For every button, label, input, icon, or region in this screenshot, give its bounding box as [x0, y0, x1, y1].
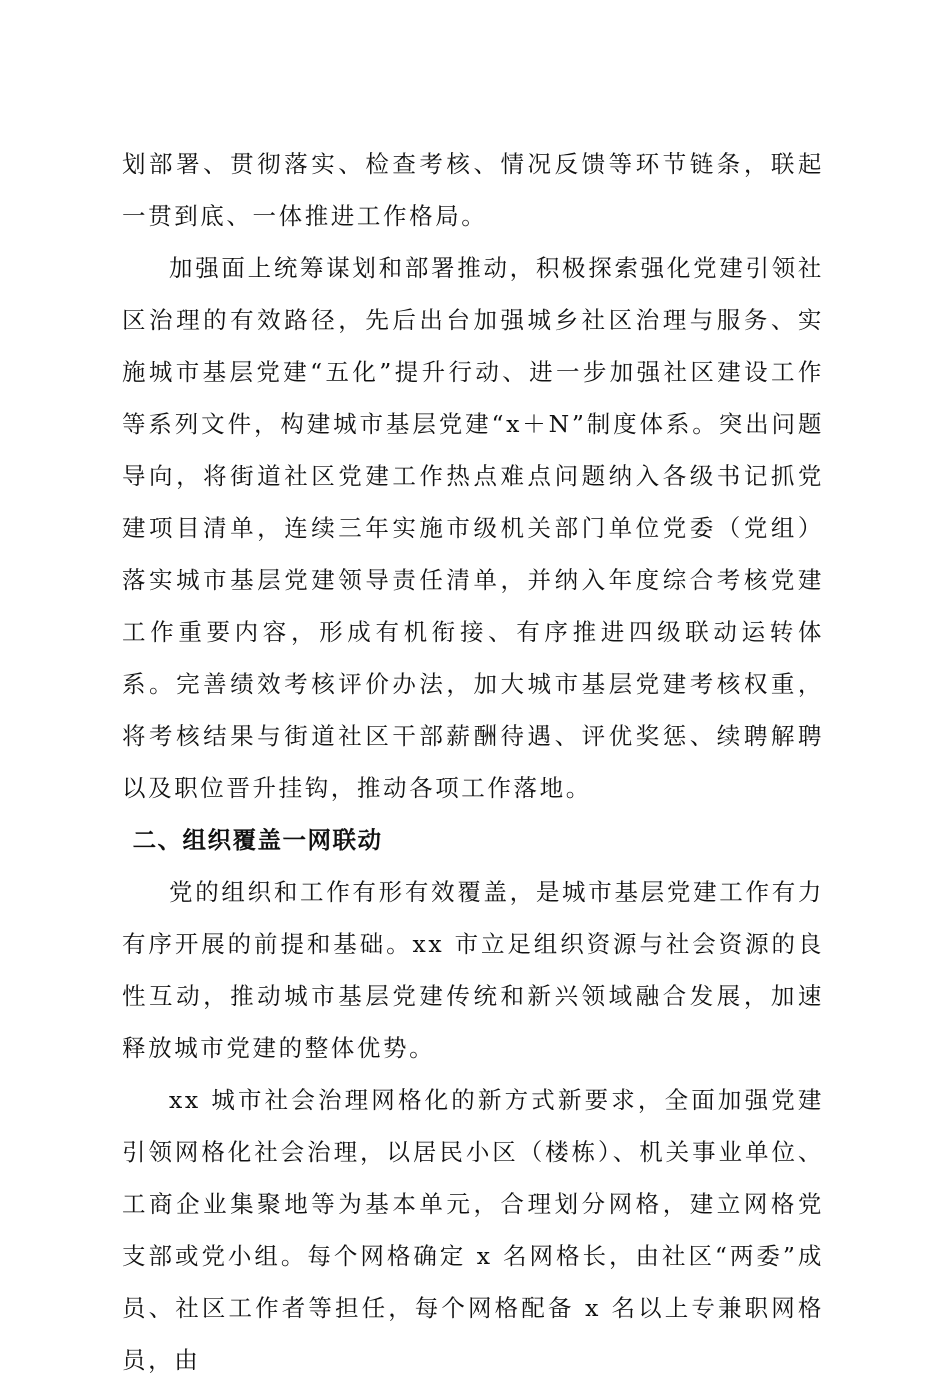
section-heading: 二、组织覆盖一网联动: [132, 826, 383, 854]
paragraph-continued: 划部署、贯彻落实、检查考核、情况反馈等环节链条，联起一贯到底、一体推进工作格局。: [122, 150, 824, 230]
paragraph-organization: 党的组织和工作有形有效覆盖，是城市基层党建工作有力有序开展的前提和基础。xx 市立足组织资源与社会资源的良性互动，推动城市基层党建传统和新兴领域融合发展，加速释放城市党建的整体优势。: [122, 878, 824, 1062]
paragraph-grid-governance: xx 城市社会治理网格化的新方式新要求，全面加强党建引领网格化社会治理，以居民小区（楼栋）、机关事业单位、工商企业集聚地等为基本单元，合理划分网格，建立网格党支部或党小组。每个网格确定 x 名网格长，由社区“两委”成员、社区工作者等担任，每个网格配备 x 名以上专兼职网格员，由: [122, 1086, 824, 1374]
paragraph-planning: 加强面上统筹谋划和部署推动，积极探索强化党建引领社区治理的有效路径，先后出台加强城乡社区治理与服务、实施城市基层党建“五化”提升行动、进一步加强社区建设工作等系列文件，构建城市基层党建“x＋N”制度体系。突出问题导向，将街道社区党建工作热点难点问题纳入各级书记抓党建项目清单，连续三年实施市级机关部门单位党委（党组）落实城市基层党建领导责任清单，并纳入年度综合考核党建工作重要内容，形成有机衔接、有序推进四级联动运转体系。完善绩效考核评价办法，加大城市基层党建考核权重，将考核结果与街道社区干部薪酬待遇、评优奖惩、续聘解聘以及职位晋升挂钩，推动各项工作落地。: [122, 254, 824, 802]
document-body: [122, 138, 824, 1386]
